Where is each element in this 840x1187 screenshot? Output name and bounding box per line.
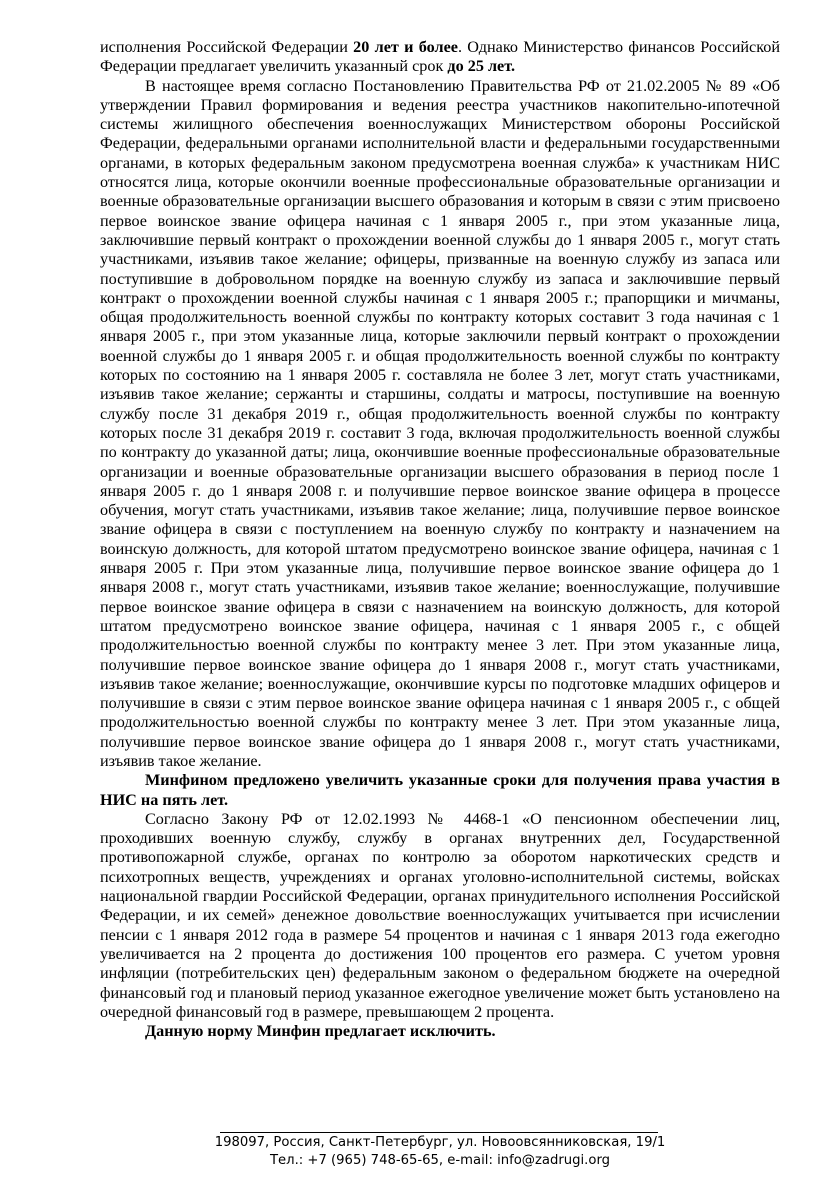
footer-contacts: Тел.: +7 (965) 748-65-65, e-mail: info@zadrugi.org	[269, 1153, 611, 1168]
bold-text-run: 20 лет и более	[353, 38, 458, 56]
paragraph	[100, 77, 780, 772]
bold-text-run: до 25 лет.	[447, 57, 516, 76]
paragraph	[100, 771, 780, 810]
text-run: исполнения Российской Федерации	[100, 38, 354, 56]
text-run: . Однако Министерство финансов Российской Федерации предлагает увеличить указанный срок	[100, 38, 781, 76]
footer-divider	[220, 1132, 658, 1133]
text-run: В настоящее время согласно Постановлению Правительства РФ от 21.02.2005 № 89 «Об утверждении Правил формирования и ведения реестра участников накопительно-ипотечной системы жилищного обеспечения военнослужащих Министерством обороны Российской Федерации, федеральными органами исполнительной власти и федеральными государственными органами, в которых федеральным законом предусмотрена военная служба» к участникам НИС относятся лица, которые окончили военные профессиональные образовательные организации и военные образовательные организации высшего образования и которым в связи с этим присвоено первое воинское звание офицера начиная с 1 января 2005 г., при этом указанные лица, заключившие первый контракт о прохождении военной службы до 1 января 2005 г., могут стать участниками, изъявив такое желание; офицеры, призванные на военную службу из запаса или поступившие в добровольном порядке на военную службу из запаса и заключившие первый контракт о прохождении военной службы начиная с 1 января 2005 г.; прапорщики и мичманы, общая продолжительность военной службы по контракту которых составит 3 года начиная с 1 января 2005 г., при этом указанные лица, которые заключили первый контракт о прохождении военной службы до 1 января 2005 г. и общая продолжительность военной службы по контракту которых по состоянию на 1 января 2005 г. составляла не более 3 лет, могут стать участниками, изъявив такое желание; сержанты и старшины, солдаты и матросы, поступившие на военную службу после 31 декабря 2019 г., общая продолжительность военной службы по контракту которых после 31 декабря 2019 г. составит 3 года, включая продолжительность военной службы по контракту до указанной даты; лица, окончившие военные профессиональные образовательные организации и военные образовательные организации высшего образования в период после 1 января 2005 г. до 1 января 2008 г. и получившие первое воинское звание офицера в процессе обучения, могут стать участниками, изъявив такое желание; лица, получившие первое воинское звание офицера в связи с поступлением на военную службу по контракту и назначением на воинскую должность, для которой штатом предусмотрено воинское звание офицера, начиная с 1 января 2005 г. При этом указанные лица, получившие первое воинское звание офицера до 1 января 2008 г., могут стать участниками, изъявив такое желание; военнослужащие, получившие первое воинское звание офицера в связи с назначением на воинскую должность, для которой штатом предусмотрено воинское звание офицера, начиная с 1 января 2005 г., с общей продолжительностью военной службы по контракту менее 3 лет. При этом указанные лица, получившие первое воинское звание офицера до 1 января 2008 г., могут стать участниками, изъявив такое желание; военнослужащие, окончившие курсы по подготовке младших офицеров и получившие в связи с этим первое воинское звание офицера начиная с 1 января 2005 г., с общей продолжительностью военной службы по контракту менее 3 лет. При этом указанные лица, получившие первое воинское звание офицера до 1 января 2008 г., могут стать участниками, изъявив такое желание.	[100, 76, 780, 770]
bold-text-run: Минфином предложено увеличить указанные сроки для получения права участия в НИС на пять лет.	[100, 771, 780, 809]
document-body	[100, 38, 780, 1041]
bold-text-run: Данную норму Минфин предлагает исключить.	[145, 1022, 496, 1041]
paragraph	[100, 1022, 780, 1041]
text-run: Согласно Закону РФ от 12.02.1993 № 4468-1 «О пенсионном обеспечении лиц, проходивших военную службу, службу в органах внутренних дел, Государственной противопожарной службе, органах по контролю за оборотом наркотических средств и психотропных веществ, учреждениях и органах уголовно-исполнительной системы, войсках национальной гвардии Российской Федерации, органах принудительного исполнения Российской Федерации, и их семей» денежное довольствие военнослужащих учитывается при исчислении пенсии с 1 января 2012 года в размере 54 процентов и начиная с 1 января 2013 года ежегодно увеличивается на 2 процента до достижения 100 процентов его размера. С учетом уровня инфляции (потребительских цен) федеральным законом о федеральном бюджете на очередной финансовый год и плановый период указанное ежегодное увеличение может быть установлено на очередной финансовый год в размере, превышающем 2 процента.	[100, 809, 780, 1021]
paragraph	[100, 38, 780, 77]
footer-address: 198097, Россия, Санкт-Петербург, ул. Новоовсянниковская, 19/1	[214, 1135, 666, 1150]
paragraph	[100, 810, 780, 1022]
